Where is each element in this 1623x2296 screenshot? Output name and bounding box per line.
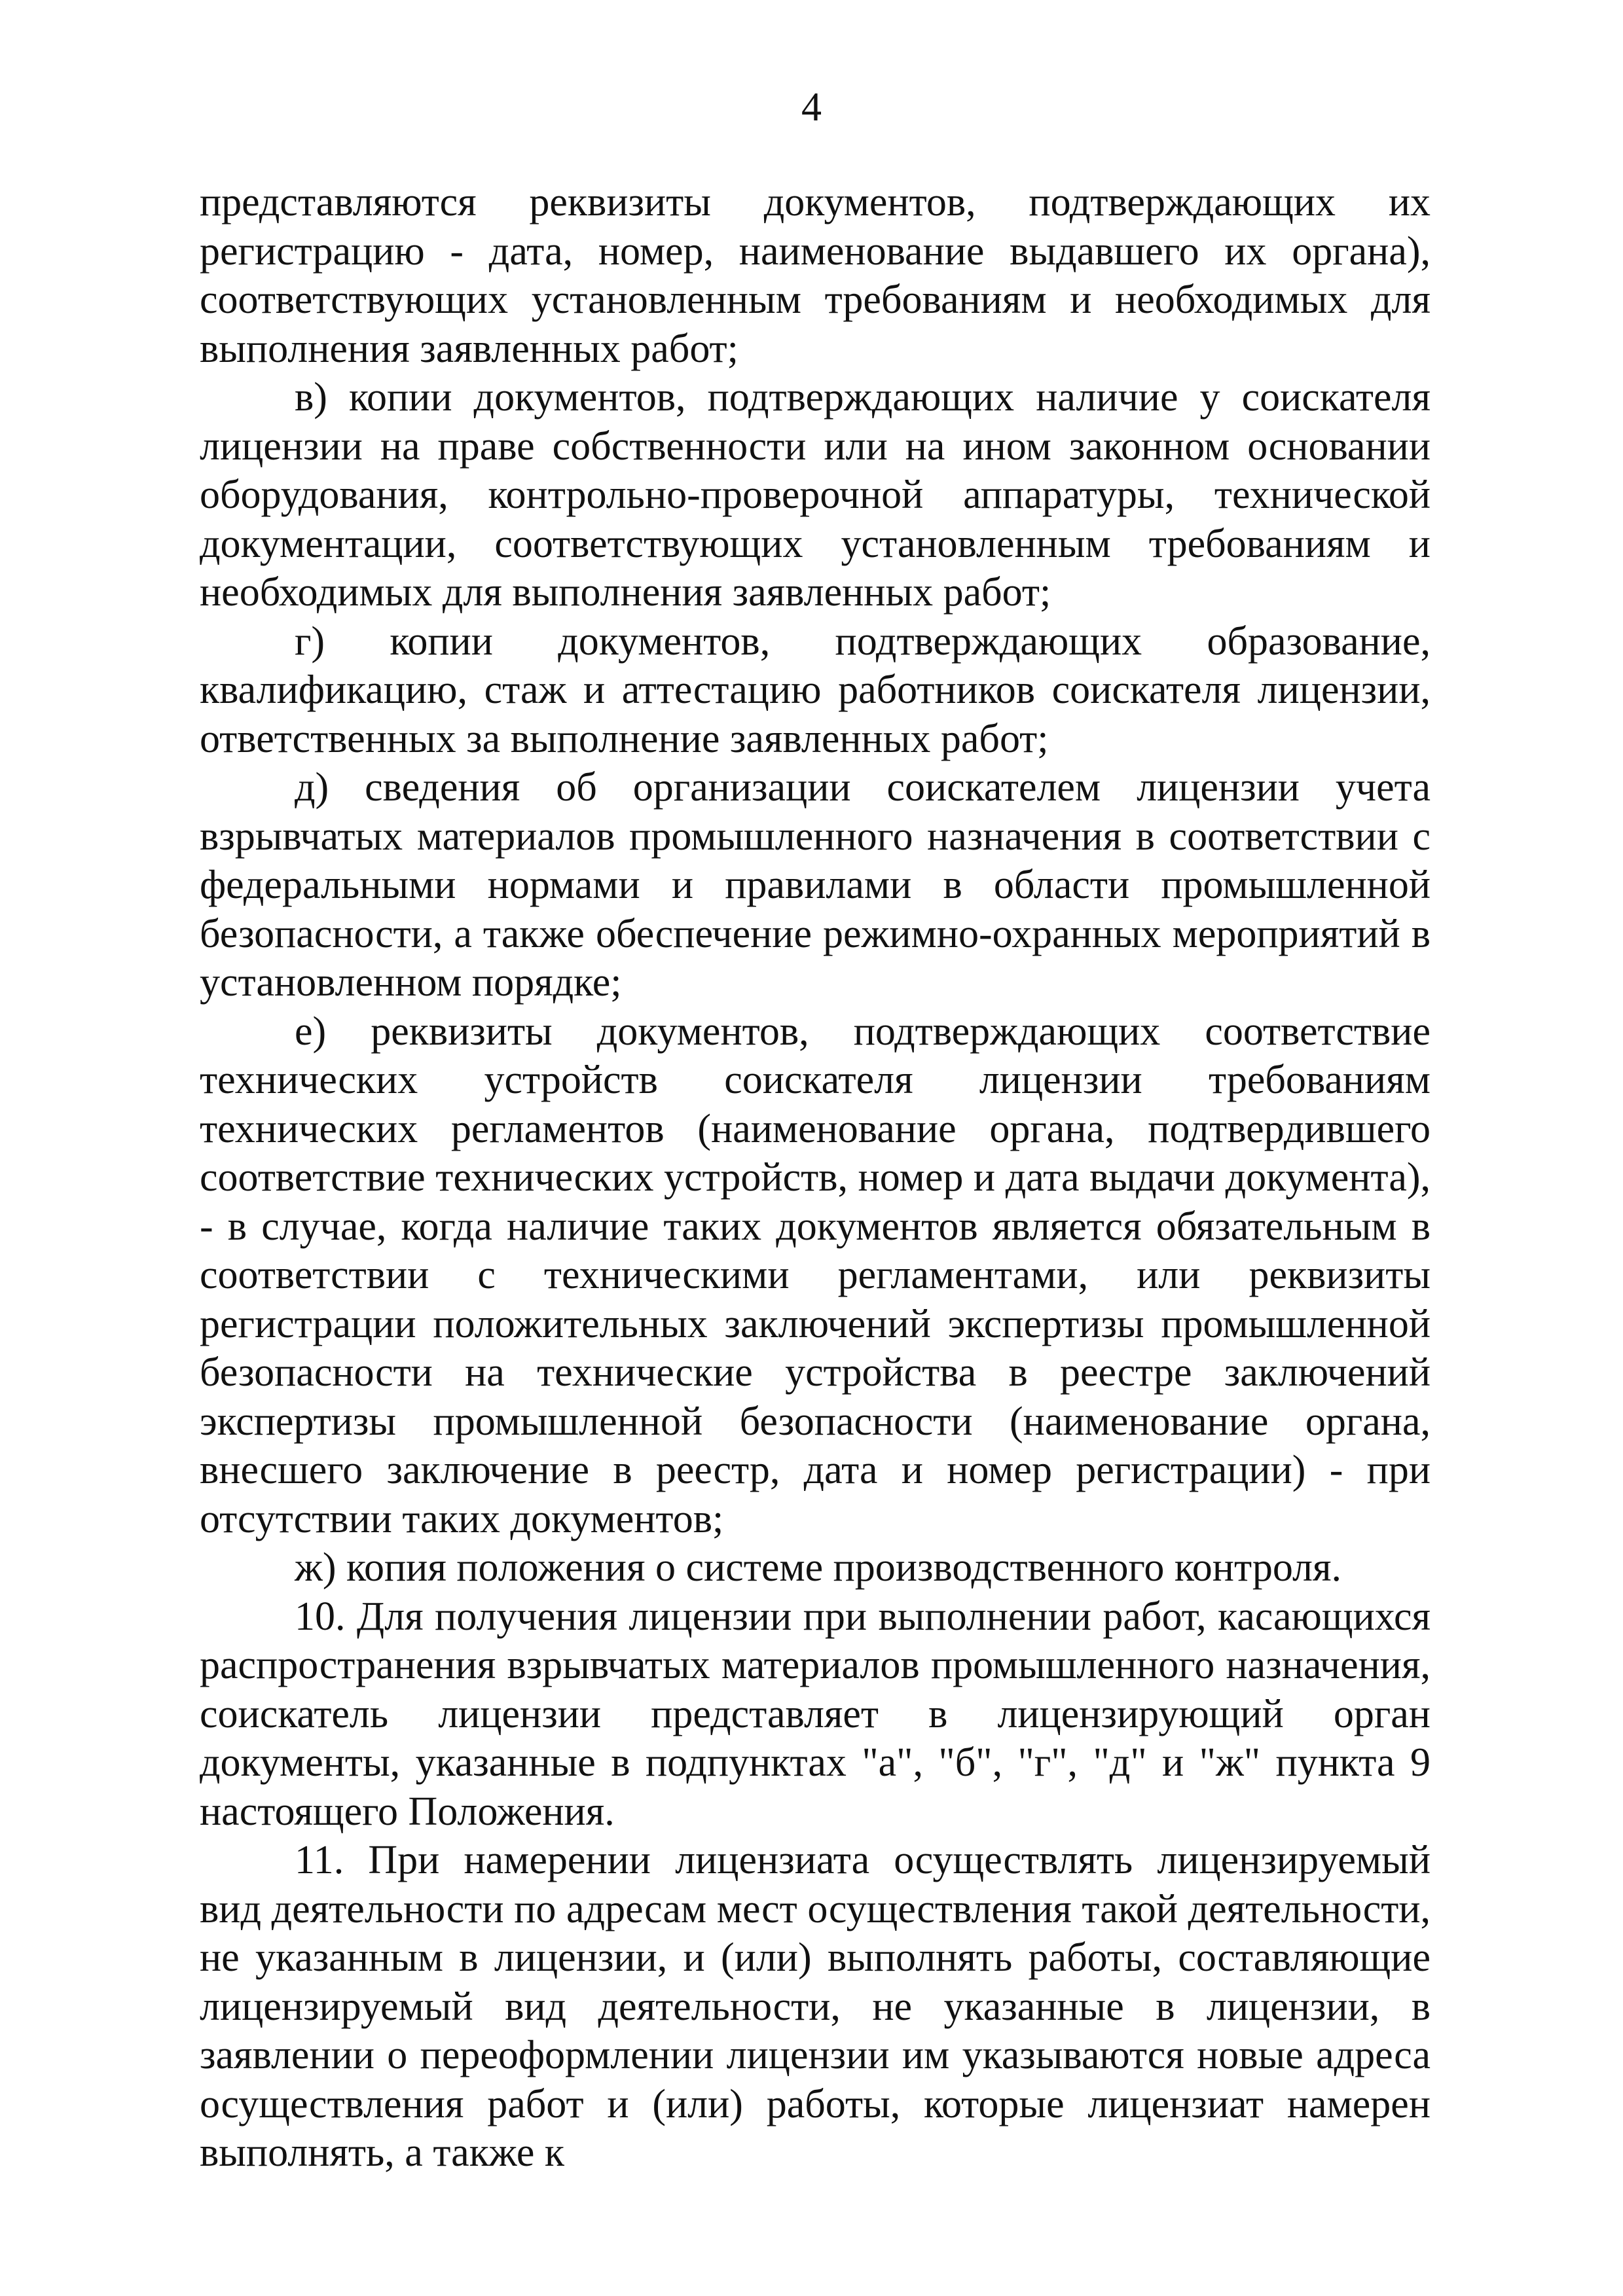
paragraph-item-v: в) копии документов, подтверждающих наличие у соискателя лицензии на праве собственности или на ином законном основании оборудования, контрольно-проверочной аппаратуры, технической документации, соответствующих установленным требованиям и необходимых для выполнения заявленных работ;	[200, 375, 1431, 615]
paragraph-clause-11: 11. При намерении лицензиата осуществлять лицензируемый вид деятельности по адресам мест осуществления такой деятельности, не указанным в лицензии, и (или) выполнять работы, составляющие лицензируемый вид деятельности, не указанные в лицензии, в заявлении о переоформлении лицензии им указываются новые адреса осуществления работ и (или) работы, которые лицензиат намерен выполнять, а также к	[200, 1838, 1431, 2175]
paragraph-item-e: е) реквизиты документов, подтверждающих соответствие технических устройств соискателя лицензии требованиям технических регламентов (наименование органа, подтвердившего соответствие технических устройств, номер и дата выдачи документа), - в случае, когда наличие таких документов является обязательным в соответствии с техническими регламентами, или реквизиты регистрации положительных заключений экспертизы промышленной безопасности на технические устройства в реестре заключений экспертизы промышленной безопасности (наименование органа, внесшего заключение в реестр, дата и номер регистрации) - при отсутствии таких документов;	[200, 1009, 1431, 1541]
paragraph-item-g: г) копии документов, подтверждающих образование, квалификацию, стаж и аттестацию работников соискателя лицензии, ответственных за выполнение заявленных работ;	[200, 619, 1431, 761]
page-number: 4	[801, 85, 822, 130]
paragraph-item-zh: ж) копия положения о системе производственного контроля.	[295, 1545, 1341, 1590]
paragraph-continuation: представляются реквизиты документов, подтверждающих их регистрацию - дата, номер, наименование выдавшего их органа), соответствующих установленным требованиям и необходимых для выполнения заявленных работ;	[200, 180, 1431, 371]
body-text	[200, 178, 1431, 2178]
paragraph-clause-10: 10. Для получения лицензии при выполнении работ, касающихся распространения взрывчатых материалов промышленного назначения, соискатель лицензии представляет в лицензирующий орган документы, указанные в подпунктах "а", "б", "г", "д" и "ж" пункта 9 настоящего Положения.	[200, 1594, 1431, 1834]
paragraph-item-d: д) сведения об организации соискателем лицензии учета взрывчатых материалов промышленного назначения в соответствии с федеральными нормами и правилами в области промышленной безопасности, а также обеспечение режимно-охранных мероприятий в установленном порядке;	[200, 765, 1431, 1005]
